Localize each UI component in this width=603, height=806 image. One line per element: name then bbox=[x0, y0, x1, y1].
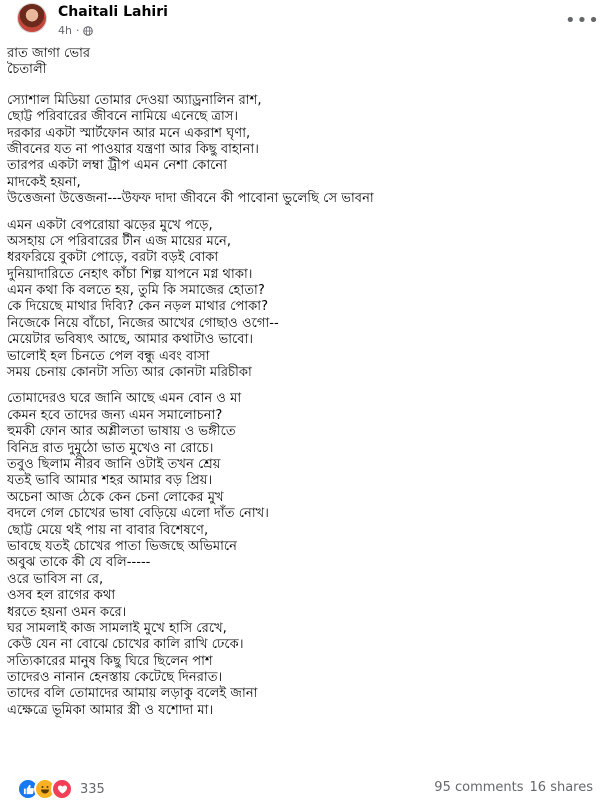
stanza-gap bbox=[7, 381, 597, 391]
poem-line: তোমাদেরও ঘরে জানি আছে এমন বোন ও মা bbox=[7, 391, 242, 407]
poem-line: রাত জাগা ভোর bbox=[7, 46, 91, 61]
poem-line: বিনিদ্র রাত দুমুঠো ভাত মুখেও না রোচে। bbox=[7, 440, 214, 456]
post-text bbox=[7, 46, 597, 719]
poem-line: ওসব হল রাগের কথা bbox=[7, 588, 116, 604]
shares-count[interactable]: 16 shares bbox=[529, 780, 593, 795]
poem-line: দরকার একটা স্মার্টফোন আর মনে একরাশ ঘৃণা, bbox=[7, 125, 251, 141]
poem-line: সময় চেনায় কোনটা সত্যি আর কোনটা মরিচীকা bbox=[7, 365, 252, 381]
poem-line: ভালোই হল চিনতে পেল বন্ধু এবং বাসা bbox=[7, 348, 210, 364]
avatar[interactable] bbox=[17, 3, 47, 33]
poem-line: কেউ যেন না বোঝে চোখের কালি রাখি ঢেকে। bbox=[7, 637, 244, 653]
poem-line: কে দিয়েছে মাথার দিব্যি? কেন নড়ল মাথার পোকা? bbox=[7, 299, 269, 315]
poem-line: ধরতে হয়না ওমন করে। bbox=[7, 604, 127, 620]
poem-line: তারপর একটা লম্বা ট্রীপ এমন নেশা কোনো bbox=[7, 158, 227, 174]
poem-line: তবুও ছিলাম নীরব জানি ওটাই তখন শ্রেয় bbox=[7, 456, 221, 472]
poem-line: চৈতালী bbox=[7, 62, 47, 78]
poem-line: ছোট্ট পরিবারের জীবনে নামিয়ে এনেছে ত্রাস। bbox=[7, 109, 239, 125]
globe-icon bbox=[83, 26, 93, 36]
poem-line: ছোট্ট মেয়ে থই পায় না বাবার বিশেষণে, bbox=[7, 522, 209, 538]
poem-line: যতই ভাবি আমার শহর আমার বড় প্রিয়। bbox=[7, 473, 213, 489]
poem-line: ঘর সামলাই কাজ সামলাই মুখে হাসি রেখে, bbox=[7, 620, 227, 636]
comments-count[interactable]: 95 comments bbox=[434, 780, 524, 795]
poem-line: হুমকী ফোন আর অশ্লীলতা ভাষায় ও ভঙ্গীতে bbox=[7, 424, 236, 440]
poem-line: নিজেকে নিয়ে বাঁচো, নিজের আখের গোছাও ওগো-- bbox=[7, 315, 279, 331]
post-footer bbox=[0, 772, 603, 802]
poem-line: বদলে গেল চোখের ভাষা বেড়িয়ে এলো দাঁত নোখ। bbox=[7, 506, 269, 522]
poem-line: জীবনের যত না পাওয়ার যন্ত্রণা আর কিছু বাহানা। bbox=[7, 141, 259, 157]
love-icon bbox=[51, 778, 73, 800]
stanza-gap bbox=[7, 208, 597, 218]
reaction-summary[interactable] bbox=[17, 778, 105, 800]
poem-line: এক্ষেত্রে ভূমিকা আমার স্ত্রী ও যশোদা মা। bbox=[7, 702, 214, 718]
poem-line: ভাবছে যতই চোখের পাতা ভিজছে অভিমানে bbox=[7, 538, 237, 554]
poem-line: ওরে ভাবিস না রে, bbox=[7, 571, 104, 587]
poem-line: তাদের বলি তোমাদের আমায় লড়াকু বলেই জানা bbox=[7, 686, 258, 702]
poem-line: এমন একটা বেপরোয়া ঝড়ের মুখে পড়ে, bbox=[7, 217, 213, 233]
poem-line: উত্তেজনা উত্তেজনা---উফফ দাদা জীবনে কী পাবোনা ভুলেছি সে ভাবনা bbox=[7, 191, 374, 207]
poem-line: এমন কথা কি বলতে হয়, তুমি কি সমাজের হোতা? bbox=[7, 283, 265, 299]
post-header bbox=[0, 0, 603, 44]
reaction-count: 335 bbox=[80, 781, 105, 797]
poem-line: অচেনা আজ ঠেকে কেন চেনা লোকের মুখ bbox=[7, 489, 224, 505]
poem-line: ধরফরিয়ে বুকটা পোড়ে, বরটা বড়ই বোকা bbox=[7, 250, 219, 266]
poem-line: অবুঝ তাকে কী যে বলি----- bbox=[7, 555, 151, 571]
author-name[interactable]: Chaitali Lahiri bbox=[58, 4, 168, 20]
post-meta: 4h · bbox=[58, 24, 93, 37]
post-time[interactable]: 4h bbox=[58, 24, 72, 37]
poem-line: তাদেরও নানান হেনস্তায় কেটেছে দিনরাত। bbox=[7, 670, 223, 686]
stanza-gap bbox=[7, 79, 597, 93]
poem-line: মাদকেই হয়না, bbox=[7, 174, 81, 190]
poem-line: অসহায় সে পরিবারের টীন এজ মায়ের মনে, bbox=[7, 233, 232, 249]
poem-line: দুনিয়াদারিতে নেহাৎ কাঁচা শিল্প যাপনে মগ্ন থাকা। bbox=[7, 266, 253, 282]
poem-line: সত্যিকারের মানুষ কিছু ঘিরে ছিলেন পাশ bbox=[7, 653, 213, 669]
poem-line: স্যোশাল মিডিয়া তোমার দেওয়া অ্যাড্রনালিন রাশ, bbox=[7, 92, 262, 108]
poem-line: কেমন হবে তাদের জন্য এমন সমালোচনা? bbox=[7, 407, 223, 423]
ellipsis-icon[interactable]: ••• bbox=[565, 10, 600, 31]
poem-line: মেয়েটার ভবিষ্যৎ আছে, আমার কথাটাও ভাবো। bbox=[7, 332, 254, 348]
